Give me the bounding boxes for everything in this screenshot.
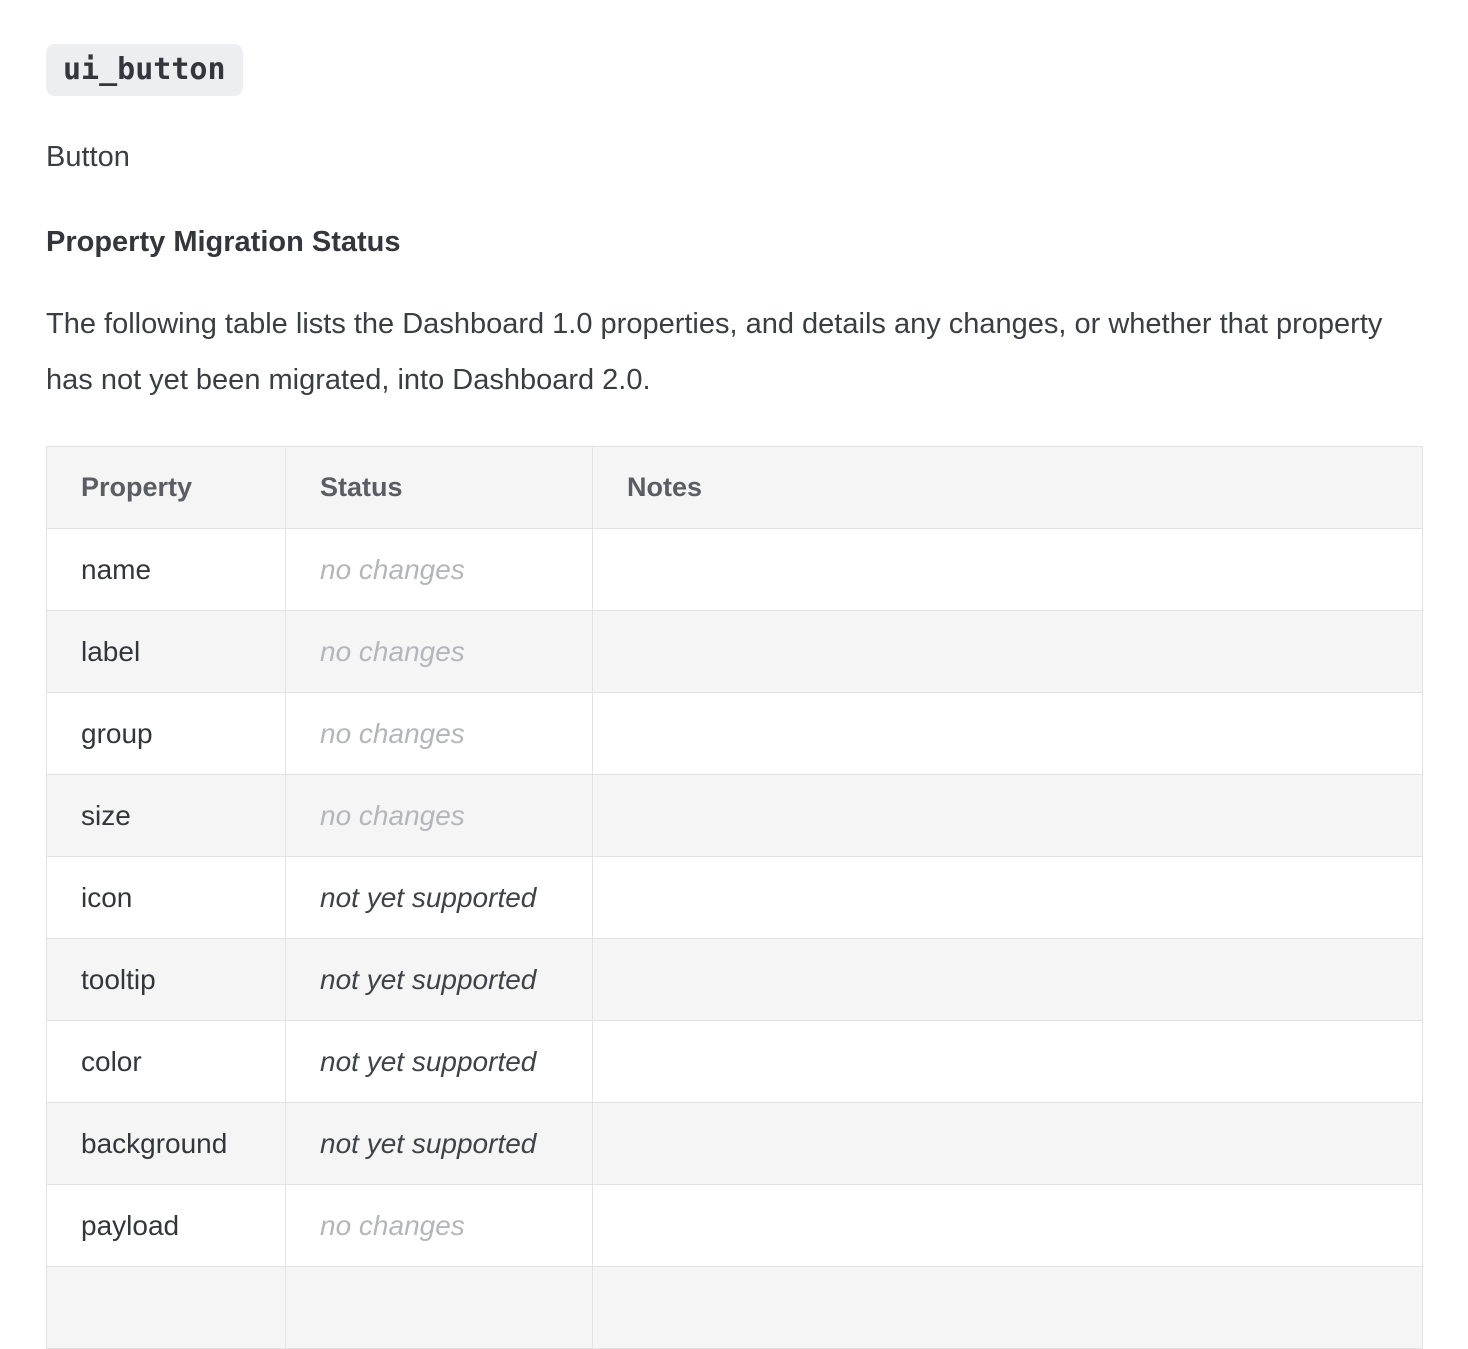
- section-heading: Property Migration Status: [46, 226, 401, 258]
- column-header-property: Property: [47, 447, 286, 529]
- status-cell: [286, 939, 593, 1021]
- property-cell: name: [47, 529, 286, 611]
- status-text: no changes: [320, 553, 465, 585]
- property-cell: label: [47, 611, 286, 693]
- property-cell: [47, 1267, 286, 1349]
- property-cell: background: [47, 1103, 286, 1185]
- notes-cell: [593, 1103, 1423, 1185]
- status-cell: [286, 857, 593, 939]
- status-cell: [286, 1021, 593, 1103]
- notes-cell: [593, 939, 1423, 1021]
- table-body: [47, 529, 1423, 1349]
- table-row: [47, 857, 1423, 939]
- table-row-cutoff: [47, 1267, 1423, 1349]
- notes-cell: [593, 529, 1423, 611]
- status-cell: [286, 1267, 593, 1349]
- subtitle: Button: [46, 141, 130, 173]
- property-cell: color: [47, 1021, 286, 1103]
- status-text: not yet supported: [320, 1127, 537, 1159]
- table-row: [47, 1103, 1423, 1185]
- status-cell: [286, 1185, 593, 1267]
- notes-cell: [593, 1021, 1423, 1103]
- property-cell: tooltip: [47, 939, 286, 1021]
- property-cell: group: [47, 693, 286, 775]
- table-row: [47, 529, 1423, 611]
- column-header-notes: Notes: [593, 447, 1423, 529]
- doc-page: [46, 44, 1422, 1349]
- status-text: no changes: [320, 717, 465, 749]
- notes-cell: [593, 775, 1423, 857]
- status-cell: [286, 693, 593, 775]
- code-badge: [46, 44, 243, 96]
- table-row: [47, 693, 1423, 775]
- column-header-status: Status: [286, 447, 593, 529]
- property-cell: icon: [47, 857, 286, 939]
- status-cell: [286, 611, 593, 693]
- intro-paragraph: The following table lists the Dashboard 1.0 properties, and details any changes, or whether that property has not yet been migrated, into Dashboard 2.0.: [46, 308, 1383, 396]
- status-text: not yet supported: [320, 1045, 537, 1077]
- status-text: no changes: [320, 799, 465, 831]
- property-cell: size: [47, 775, 286, 857]
- table-row: [47, 775, 1423, 857]
- notes-cell: [593, 611, 1423, 693]
- status-text: not yet supported: [320, 963, 537, 995]
- table-row: [47, 1021, 1423, 1103]
- property-cell: payload: [47, 1185, 286, 1267]
- table-row: [47, 1185, 1423, 1267]
- status-text: no changes: [320, 1209, 465, 1241]
- table-row: [47, 611, 1423, 693]
- status-cell: [286, 1103, 593, 1185]
- notes-cell: [593, 1185, 1423, 1267]
- code-badge-text: ui_button: [63, 52, 226, 87]
- table-row: [47, 939, 1423, 1021]
- notes-cell: [593, 693, 1423, 775]
- status-text: not yet supported: [320, 881, 537, 913]
- property-migration-table: [46, 446, 1423, 1349]
- status-cell: [286, 775, 593, 857]
- status-text: no changes: [320, 635, 465, 667]
- notes-cell: [593, 1267, 1423, 1349]
- table-header-row: [47, 447, 1423, 529]
- notes-cell: [593, 857, 1423, 939]
- status-cell: [286, 529, 593, 611]
